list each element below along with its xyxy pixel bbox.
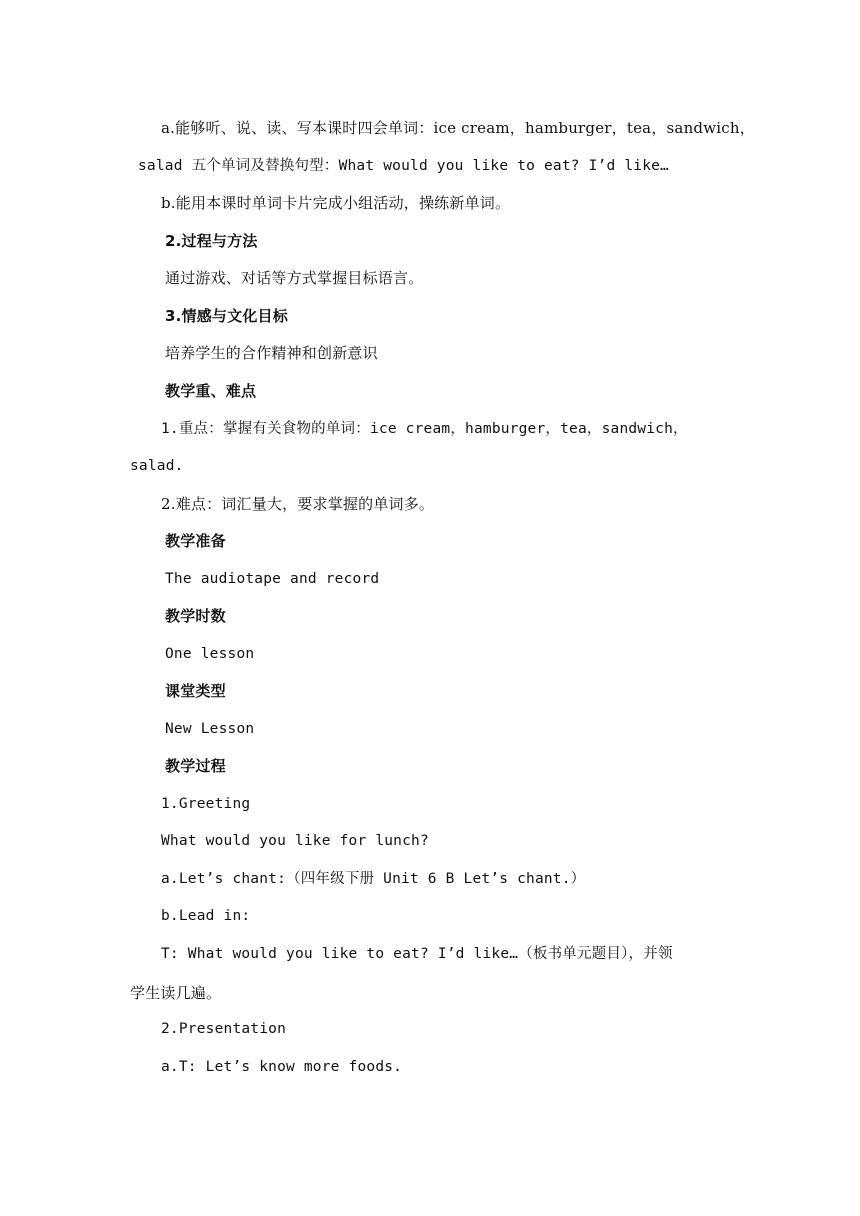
objective-a-line-1: a.能够听、说、读、写本课时四会单词：ice cream，hamburger，tea，sandwich， <box>161 119 755 137</box>
process-method-text: 通过游戏、对话等方式掌握目标语言。 <box>165 269 424 287</box>
greeting-question: What would you like for lunch? <box>161 833 429 849</box>
difficult-point-line: 2.难点：词汇量大，要求掌握的单词多。 <box>161 495 435 513</box>
objective-b-line: b.能用本课时单词卡片完成小组活动，操练新单词。 <box>161 194 511 212</box>
chant-line: a.Let’s chant:（四年级下册 Unit 6 B Let’s chant.） <box>161 871 586 887</box>
section-heading-process-method: 2.过程与方法 <box>165 232 258 250</box>
teacher-question-line-2: 学生读几遍。 <box>130 984 222 1002</box>
key-point-line-1: 1.重点：掌握有关食物的单词：ice cream，hamburger，tea，sandwich， <box>161 421 688 437</box>
presentation-line: a.T: Let’s know more foods. <box>161 1059 403 1075</box>
section-heading-teaching-process: 教学过程 <box>165 757 226 775</box>
step-presentation-heading: 2.Presentation <box>161 1021 287 1037</box>
section-heading-lesson-type: 课堂类型 <box>165 682 226 700</box>
lead-in-line: b.Lead in: <box>161 908 251 924</box>
emotion-culture-text: 培养学生的合作精神和创新意识 <box>165 344 378 362</box>
periods-text: One lesson <box>165 646 255 662</box>
preparation-text: The audiotape and record <box>165 571 380 587</box>
step-greeting-heading: 1.Greeting <box>161 796 251 812</box>
lesson-type-text: New Lesson <box>165 721 255 737</box>
section-heading-periods: 教学时数 <box>165 607 226 625</box>
key-point-line-2: salad. <box>130 458 184 474</box>
teacher-question-line-1: T: What would you like to eat? I’d like…（板书单元题目），并领 <box>161 946 673 962</box>
objective-a-line-2: salad 五个单词及替换句型：What would you like to eat? I’d like… <box>138 158 669 174</box>
section-heading-key-difficult: 教学重、难点 <box>165 382 257 400</box>
section-heading-preparation: 教学准备 <box>165 532 226 550</box>
section-heading-emotion-culture: 3.情感与文化目标 <box>165 307 288 325</box>
